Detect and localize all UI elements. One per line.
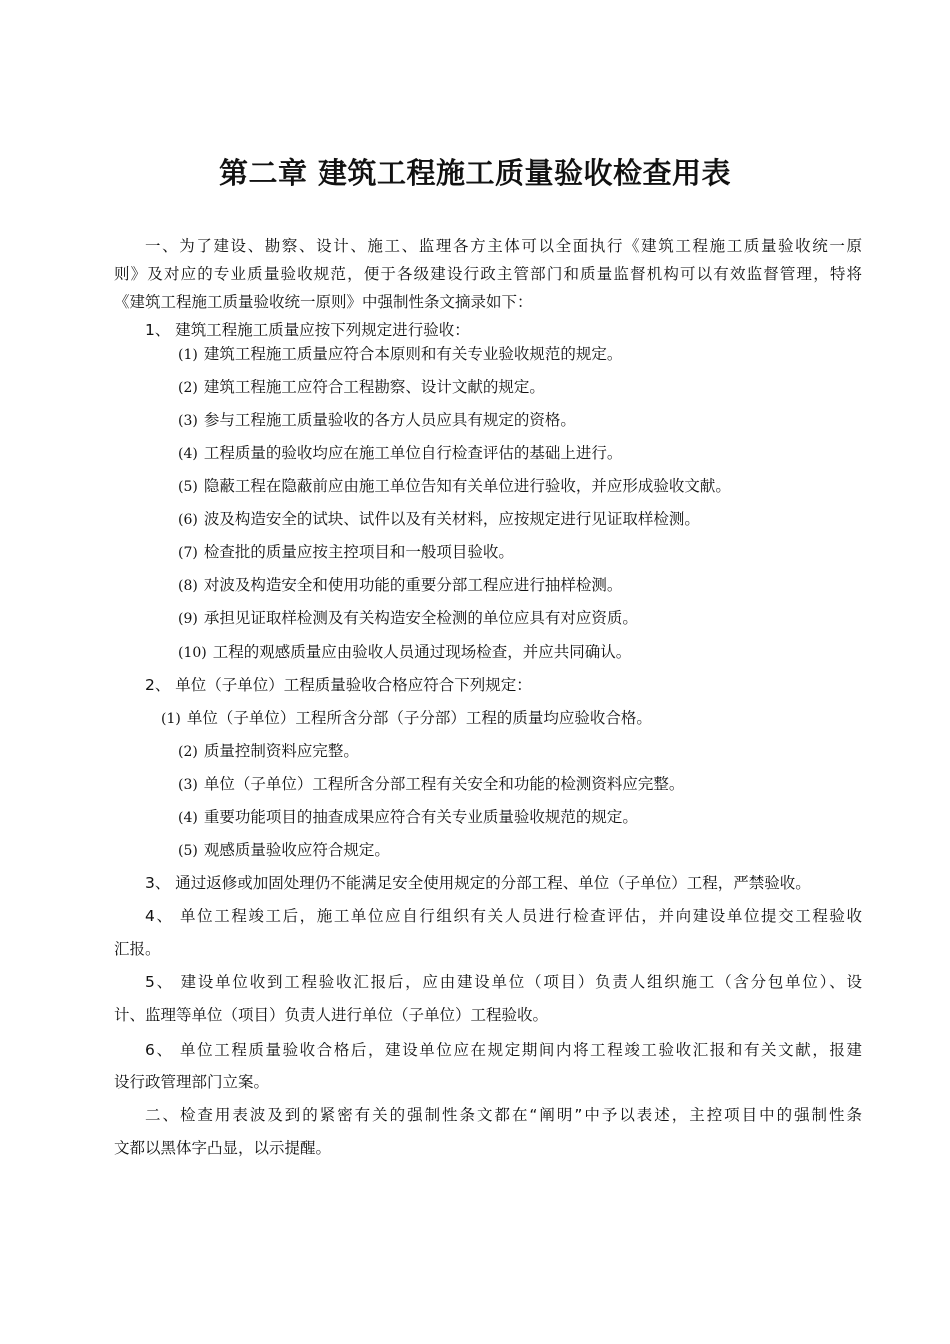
list-item (178, 343, 622, 366)
paragraph-5-line-2: 计、监理等单位（项目）负责人进行单位（子单位）工程验收。 (114, 1006, 549, 1024)
paragraph-7-line-1: 二、检查用表波及到的紧密有关的强制性条文都在“阐明”中予以表述，主控项目中的强制性条 (145, 1106, 862, 1124)
item-number: (4) (178, 810, 198, 826)
item-number: (1) (161, 711, 181, 727)
item-number: (8) (178, 578, 198, 594)
list-item (178, 839, 390, 862)
item-text: 工程质量的验收均应在施工单位自行检查评估的基础上进行。 (203, 444, 623, 462)
paragraph-6-line-2: 设行政管理部门立案。 (114, 1073, 270, 1091)
item-text: 建筑工程施工质量应符合本原则和有关专业验收规范的规定。 (203, 345, 623, 363)
item-text: 对波及构造安全和使用功能的重要分部工程应进行抽样检测。 (203, 576, 623, 594)
item-number: (2) (178, 744, 198, 760)
item-text: 单位（子单位）工程所含分部（子分部）工程的质量均应验收合格。 (186, 709, 652, 727)
item-number: (7) (178, 545, 198, 561)
item-text: 重要功能项目的抽查成果应符合有关专业质量验收规范的规定。 (203, 808, 638, 826)
section-2-heading: 2、 单位（子单位）工程质量验收合格应符合下列规定： (145, 676, 532, 694)
intro-line-1: 一、为了建设、勘察、设计、施工、监理各方主体可以全面执行《建筑工程施工质量验收统一原 (145, 237, 862, 255)
list-item (178, 541, 514, 564)
item-text: 隐蔽工程在隐蔽前应由施工单位告知有关单位进行验收，并应形成验收文献。 (203, 477, 731, 495)
list-item (178, 508, 700, 531)
list-item (178, 475, 731, 498)
intro-line-3: 《建筑工程施工质量验收统一原则》中强制性条文摘录如下： (114, 293, 533, 311)
paragraph-4-line-2: 汇报。 (114, 940, 161, 958)
item-text: 参与工程施工质量验收的各方人员应具有规定的资格。 (203, 411, 576, 429)
page-title: 第二章 建筑工程施工质量验收检查用表 (218, 156, 732, 191)
item-text: 工程的观感质量应由验收人员通过现场检查，并应共同确认。 (212, 643, 632, 661)
item-text: 承担见证取样检测及有关构造安全检测的单位应具有对应资质。 (203, 609, 638, 627)
paragraph-4-line-1: 4、 单位工程竣工后，施工单位应自行组织有关人员进行检查评估，并向建设单位提交工程验收 (145, 907, 862, 925)
item-text: 波及构造安全的试块、试件以及有关材料，应按规定进行见证取样检测。 (203, 510, 700, 528)
list-item (178, 740, 359, 763)
list-item (178, 773, 684, 796)
item-number: (10) (178, 645, 207, 661)
item-number: (5) (178, 843, 198, 859)
item-text: 单位（子单位）工程所含分部工程有关安全和功能的检测资料应完整。 (203, 775, 685, 793)
list-item (178, 806, 638, 829)
list-item (178, 376, 545, 399)
paragraph-5-line-1: 5、 建设单位收到工程验收汇报后，应由建设单位（项目）负责人组织施工（含分包单位）、设 (145, 973, 862, 991)
item-number: (6) (178, 512, 198, 528)
item-number: (3) (178, 777, 198, 793)
item-text: 检查批的质量应按主控项目和一般项目验收。 (203, 543, 514, 561)
list-item (178, 409, 576, 432)
item-number: (1) (178, 347, 198, 363)
item-number: (9) (178, 611, 198, 627)
item-text: 观感质量验收应符合规定。 (203, 841, 390, 859)
item-number: (5) (178, 479, 198, 495)
list-item (178, 574, 622, 597)
item-number: (4) (178, 446, 198, 462)
item-text: 建筑工程施工应符合工程勘察、设计文献的规定。 (203, 378, 545, 396)
intro-line-2: 则》及对应的专业质量验收规范，便于各级建设行政主管部门和质量监督机构可以有效监督管理，特将 (114, 265, 862, 283)
item-number: (2) (178, 380, 198, 396)
paragraph-6-line-1: 6、 单位工程质量验收合格后，建设单位应在规定期间内将工程竣工验收汇报和有关文献，报建 (145, 1041, 862, 1059)
section-1-heading: 1、 建筑工程施工质量应按下列规定进行验收： (145, 321, 470, 339)
list-item (178, 442, 622, 465)
list-item (178, 641, 631, 664)
item-number: (3) (178, 413, 198, 429)
item-text: 质量控制资料应完整。 (203, 742, 359, 760)
list-item (178, 607, 638, 630)
paragraph-7-line-2: 文都以黑体字凸显，以示提醒。 (114, 1139, 332, 1157)
list-item (161, 707, 652, 730)
paragraph-3-line-1: 3、 通过返修或加固处理仍不能满足安全使用规定的分部工程、单位（子单位）工程，严禁验收。 (145, 874, 811, 892)
